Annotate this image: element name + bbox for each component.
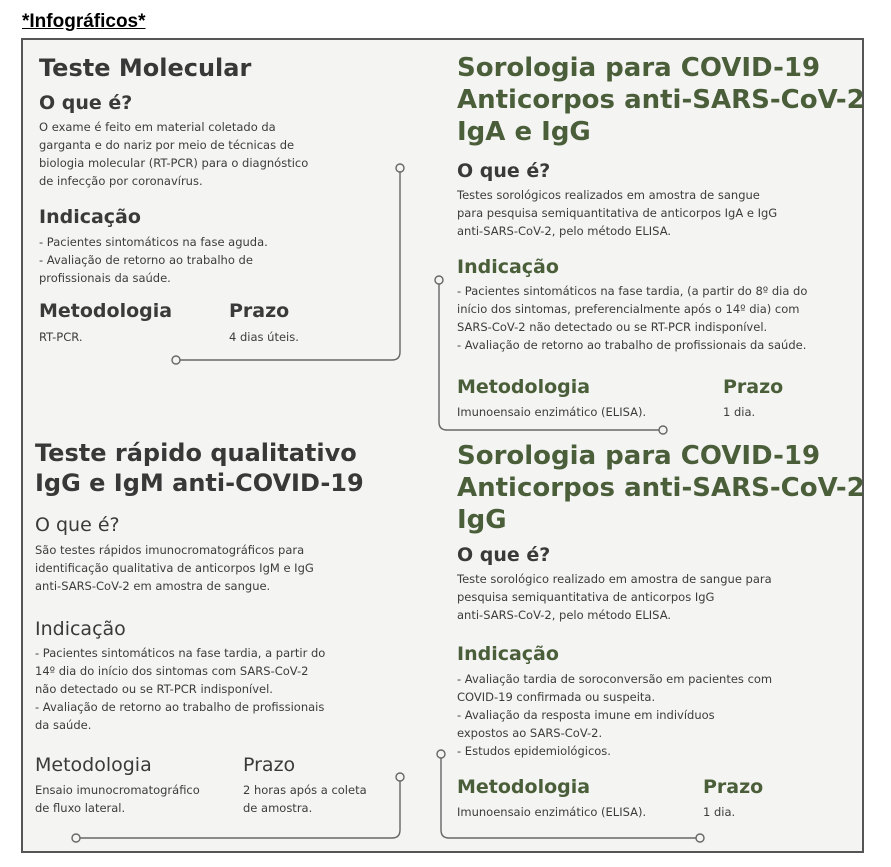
serology-igg-indication-heading: Indicação — [457, 643, 559, 665]
serology-iga-igg-title: Sorologia para COVID-19 Anticorpos anti-SARS-CoV-2 IgA e IgG — [457, 53, 865, 147]
connector-dot — [396, 164, 404, 172]
serology-iga-igg-what-heading: O que é? — [457, 160, 551, 182]
molecular-deadline-heading: Prazo — [229, 300, 290, 322]
serology-iga-igg-deadline-value: 1 dia. — [723, 405, 756, 419]
connector-dot — [659, 426, 667, 434]
molecular-method-heading: Metodologia — [39, 300, 173, 322]
connector-dot — [696, 834, 704, 842]
molecular-deadline-value: 4 dias úteis. — [229, 330, 299, 344]
rapid-test-indication-text: - Pacientes sintomáticos na fase tardia, a partir do 14º dia do início dos sintomas com SARS-CoV-2 não detectado ou se RT-PCR indisponível. - Avaliação de retorno ao trabalho de profissionais da saúde. — [35, 646, 326, 732]
connector-dot — [172, 356, 180, 364]
serology-iga-igg-method-heading: Metodologia — [457, 376, 591, 398]
serology-igg-what-text: Teste sorológico realizado em amostra de sangue para pesquisa semiquantitativa de anticorpos IgG anti-SARS-CoV-2, pelo método ELISA. — [457, 572, 772, 622]
rapid-test-what-text: São testes rápidos imunocromatográficos para identificação qualitativa de anticorpos IgM e IgG anti-SARS-CoV-2 em amostra de sangue. — [35, 543, 314, 593]
serology-igg-method-heading: Metodologia — [457, 776, 591, 798]
rapid-test-title: Teste rápido qualitativo IgG e IgM anti-COVID-19 — [35, 439, 364, 497]
infographic-frame — [21, 38, 864, 853]
connector-line-igg — [441, 758, 696, 838]
rapid-test-deadline-heading: Prazo — [243, 754, 296, 776]
serology-iga-igg-what-text: Testes sorológicos realizados em amostra de sangue para pesquisa semiquantitativa de anticorpos IgA e IgG anti-SARS-CoV-2, pelo método ELISA. — [457, 188, 778, 238]
serology-iga-igg-deadline-heading: Prazo — [723, 376, 784, 398]
serology-iga-igg-indication-text: - Pacientes sintomáticos na fase tardia, (a partir do 8º dia do início dos sintomas, preferencialmente após o 14º dia) com SARS-CoV-2 não detectado ou se RT-PCR indisponível. - Avaliação de retorno ao trabalho de profissionais da saúde. — [457, 284, 808, 352]
serology-igg-deadline-heading: Prazo — [703, 776, 764, 798]
serology-igg-what-heading: O que é? — [457, 544, 551, 566]
serology-igg-method-value: Imunoensaio enzimático (ELISA). — [457, 805, 647, 819]
rapid-test-method-heading: Metodologia — [35, 754, 152, 776]
serology-igg-title: Sorologia para COVID-19 Anticorpos anti-SARS-CoV-2 IgG — [457, 441, 865, 535]
molecular-indication-heading: Indicação — [39, 206, 141, 228]
molecular-method-value: RT-PCR. — [39, 330, 83, 344]
rapid-test-deadline-value: 2 horas após a coleta de amostra. — [243, 783, 367, 815]
molecular-test-title: Teste Molecular — [39, 54, 252, 82]
rapid-test-method-value: Ensaio imunocromatográfico de fluxo lateral. — [35, 783, 200, 815]
molecular-what-text: O exame é feito em material coletado da garganta e do nariz por meio de técnicas de biologia molecular (RT-PCR) para o diagnóstico de infecção por coronavírus. — [39, 120, 309, 188]
serology-iga-igg-indication-heading: Indicação — [457, 256, 559, 278]
rapid-test-what-heading: O que é? — [35, 514, 120, 536]
serology-igg-deadline-value: 1 dia. — [703, 805, 736, 819]
connector-dot — [396, 773, 404, 781]
connector-dot — [435, 276, 443, 284]
molecular-indication-text: - Pacientes sintomáticos na fase aguda. - Avaliação de retorno ao trabalho de profissionais da saúde. — [39, 235, 268, 285]
rapid-test-indication-heading: Indicação — [35, 618, 126, 640]
molecular-what-heading: O que é? — [39, 92, 133, 114]
connector-dot — [72, 834, 80, 842]
serology-iga-igg-method-value: Imunoensaio enzimático (ELISA). — [457, 405, 647, 419]
serology-igg-indication-text: - Avaliação tardia de soroconversão em pacientes com COVID-19 confirmada ou suspeita. - Avaliação da resposta imune em indivíduos expostos ao SARS-CoV-2. - Estudos epidemiológicos. — [457, 672, 773, 758]
connector-dot — [437, 750, 445, 758]
infographics-label: *Infográficos* — [22, 11, 146, 32]
